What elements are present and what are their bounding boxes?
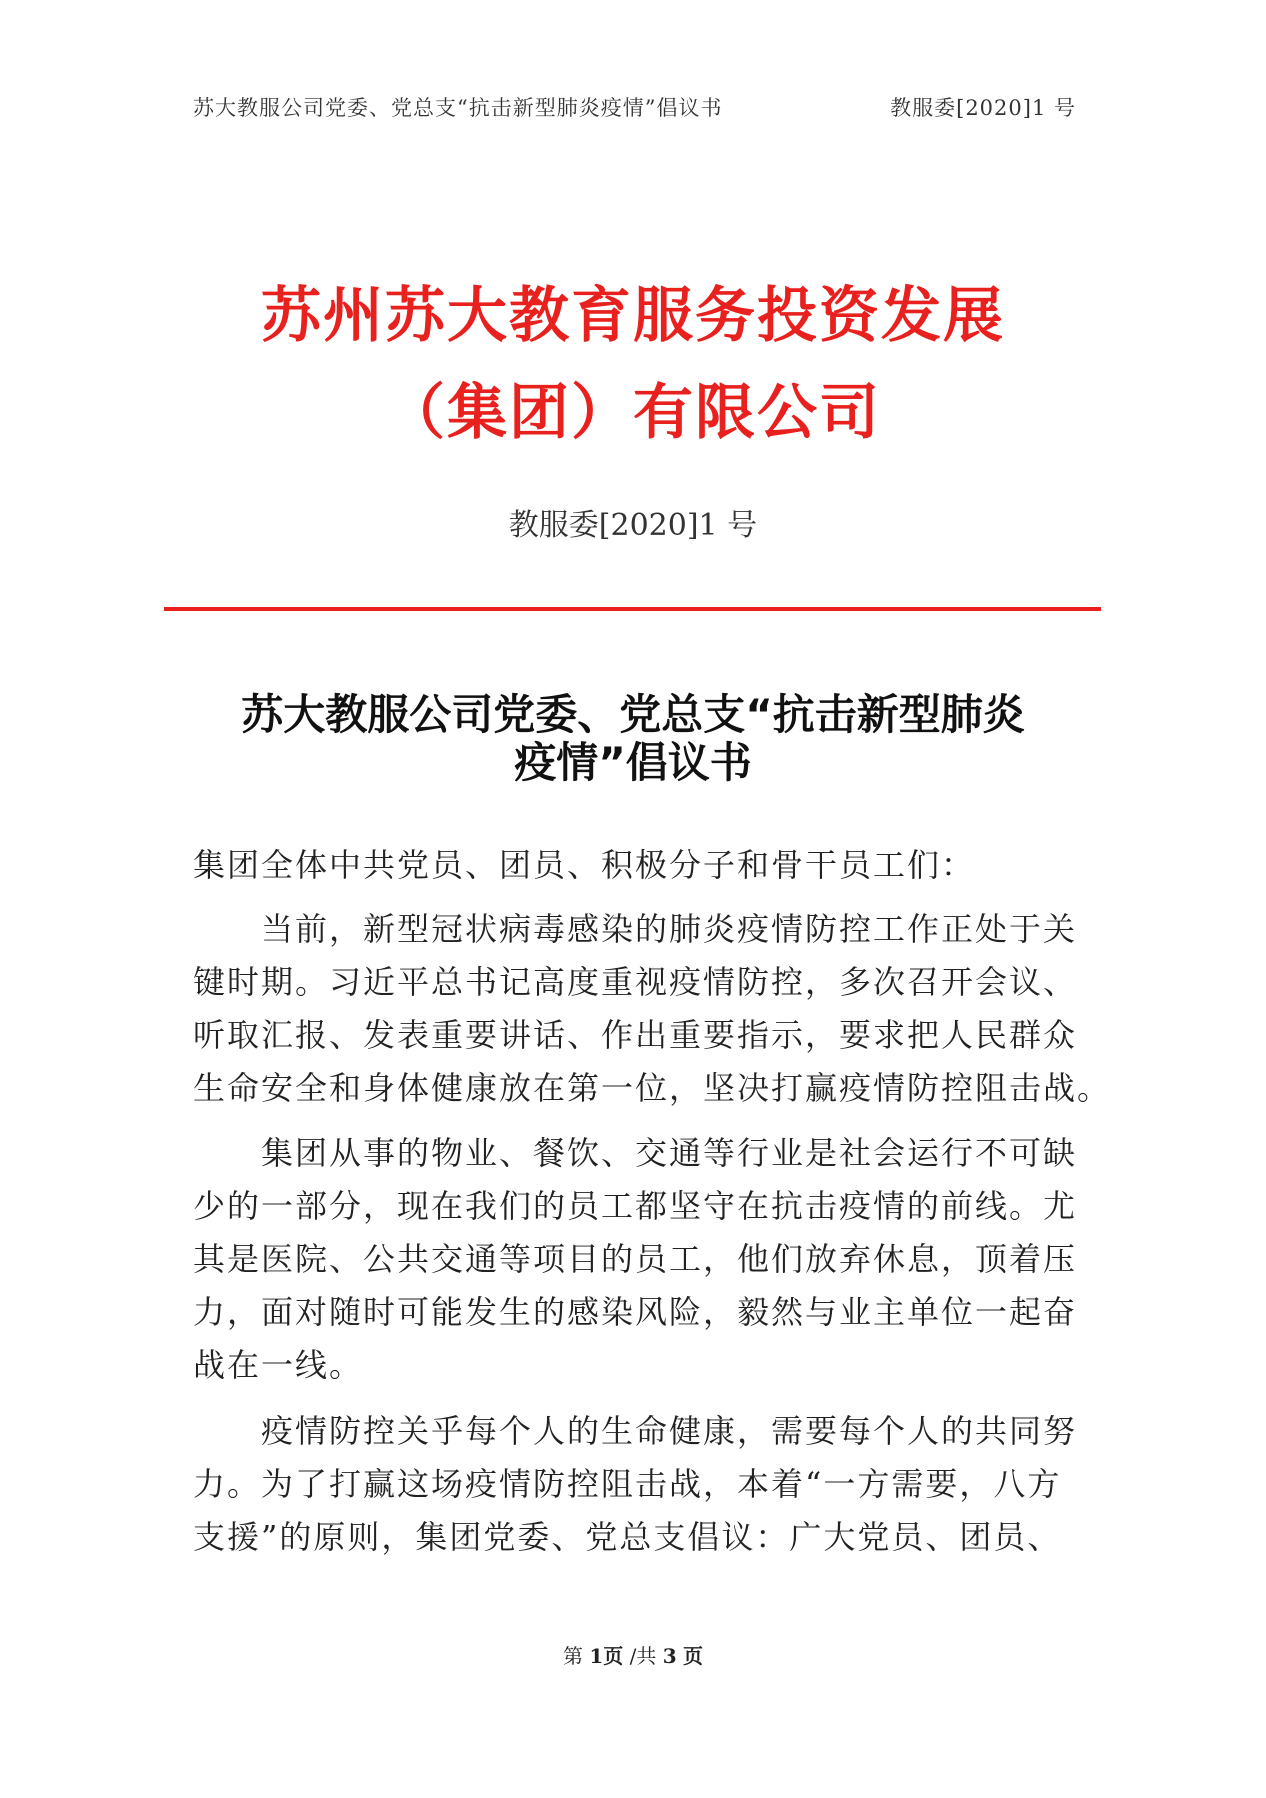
body-line: 疫情防控关乎每个人的生命健康，需要每个人的共同努 <box>227 1412 1078 1450</box>
body-line: 其是医院、公共交通等项目的员工，他们放弃休息，顶着压 <box>193 1240 1078 1278</box>
body-line: 力，面对随时可能发生的感染风险，毅然与业主单位一起奋 <box>193 1293 1078 1331</box>
org-title-line2: （集团）有限公司 <box>385 378 881 448</box>
body-line: 集团全体中共党员、团员、积极分子和骨干员工们： <box>193 846 976 884</box>
page-footer <box>0 1640 1266 1669</box>
body-line: 支援”的原则，集团党委、党总支倡议：广大党员、团员、 <box>193 1518 1062 1556</box>
footer-total: 3 <box>662 1644 677 1668</box>
body-line: 听取汇报、发表重要讲话、作出重要指示，要求把人民群众 <box>193 1016 1078 1054</box>
org-title-line1: 苏州苏大教育服务投资发展 <box>261 281 1005 351</box>
body-line: 键时期。习近平总书记高度重视疫情防控，多次召开会议、 <box>193 963 1078 1001</box>
subtitle-line1: 苏大教服公司党委、党总支“抗击新型肺炎 <box>241 690 1025 739</box>
running-header-docno: 教服委[2020]1 号 <box>890 96 1076 120</box>
footer-page: 1页 <box>589 1644 624 1668</box>
body-line: 集团从事的物业、餐饮、交通等行业是社会运行不可缺 <box>227 1134 1078 1172</box>
footer-sep: /共 <box>629 1644 657 1668</box>
body-line: 力。为了打赢这场疫情防控阻击战，本着“一方需要，八方 <box>193 1465 1062 1503</box>
footer-suffix: 页 <box>683 1644 704 1668</box>
body-line: 战在一线。 <box>193 1346 364 1384</box>
body-line: 生命安全和身体健康放在第一位，坚决打赢疫情防控阻击战。 <box>193 1069 1112 1107</box>
body-line: 少的一部分，现在我们的员工都坚守在抗击疫情的前线。尤 <box>193 1187 1078 1225</box>
footer-prefix: 第 <box>562 1644 583 1668</box>
body-line: 当前，新型冠状病毒感染的肺炎疫情防控工作正处于关 <box>227 910 1078 948</box>
subtitle-line2: 疫情”倡议书 <box>514 738 752 787</box>
document-number: 教服委[2020]1 号 <box>508 508 758 543</box>
red-divider <box>164 607 1101 611</box>
running-header-title: 苏大教服公司党委、党总支“抗击新型肺炎疫情”倡议书 <box>193 96 723 120</box>
